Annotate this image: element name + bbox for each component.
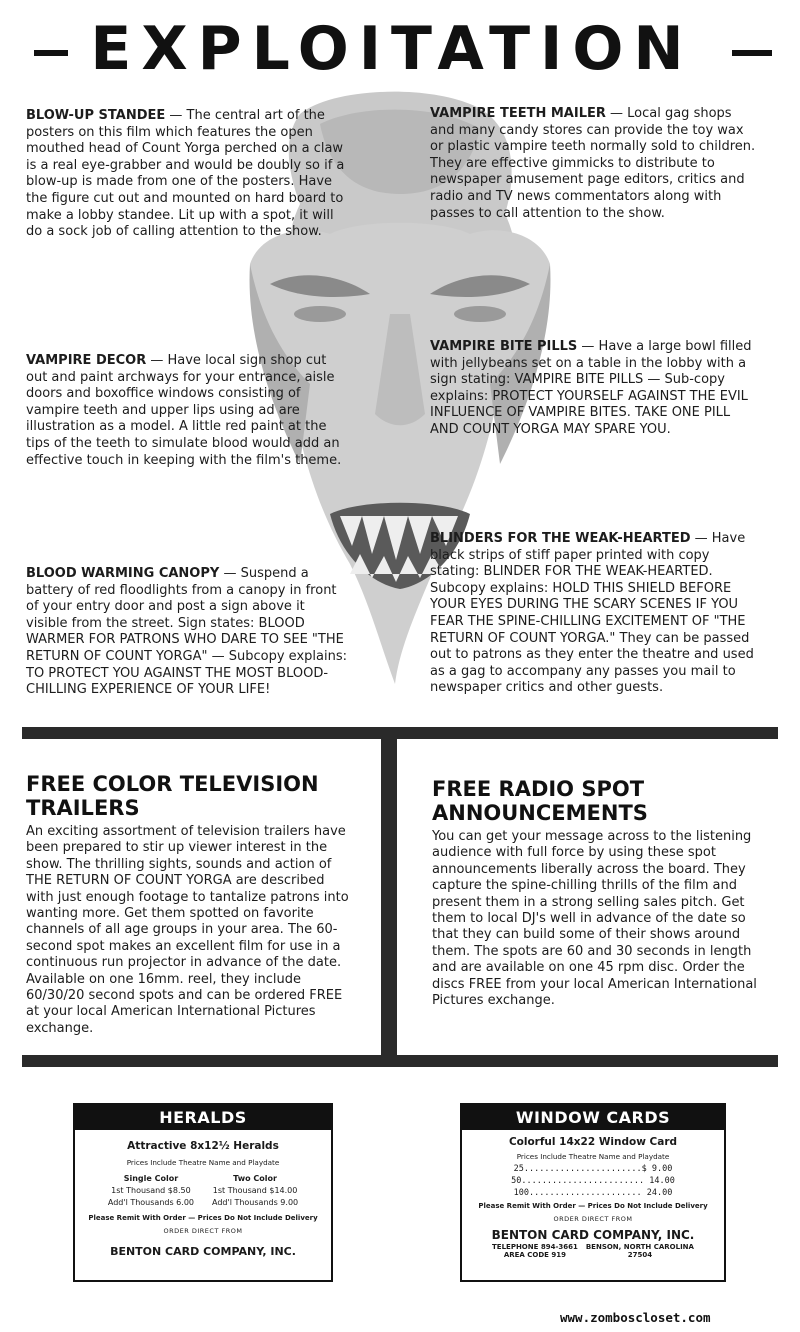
heralds-two-column [212,1173,298,1209]
panel-divider [381,727,397,1067]
window-cards-price-25: 25.......................$ 9.00 [513,1164,673,1174]
heralds-order-direct: ORDER DIRECT FROM [163,1227,243,1235]
window-cards-area-code: AREA CODE 919 [503,1251,567,1259]
page-header [0,14,800,84]
window-cards-title: Colorful 14x22 Window Card [508,1136,678,1148]
panel-band-top [22,727,778,739]
window-cards-city: BENSON, NORTH CAROLINA [585,1243,694,1251]
vampire-bite-pills-copy [430,339,760,439]
heralds-title: Attractive 8x12½ Heralds [127,1140,279,1152]
window-cards-order-direct: ORDER DIRECT FROM [553,1215,633,1223]
window-cards-bar: WINDOW CARDS [462,1105,724,1130]
window-cards-order-box [460,1103,726,1282]
tv-trailers-body: An exciting assortment of television trailers have been prepared to stir up viewer interest in the show. The thrilling sights, sounds and action of THE RETURN OF COUNT YORGA are described with just enough footage to tantalize patrons into wanting more. Get them spotted on favorite channels of all age groups in your area. The 60-second spot makes an excellent film for use in a continuous run projector in advance of the date. Available on one 16mm. reel, they include 60/30/20 second spots and can be ordered FREE at your local American International Pictures exchange. [26,824,349,1036]
window-cards-contact [462,1243,724,1259]
radio-spots-title: FREE RADIO SPOT ANNOUNCEMENTS [432,777,648,825]
header-rule-right [732,50,772,56]
blood-warming-canopy-heading: BLOOD WARMING CANOPY [26,566,220,581]
blow-up-standee-copy [26,108,348,241]
blow-up-standee-text: — The central art of the posters on this film which features the open mouthed head of Count Yorga perched on a claw is a real eye-grabber and would be doubly so if a blow-up is made from one of the posters. Have the figure cut out and mounted on hard board to make a lobby standee. Lit up with a spot, it will do a sock job of calling attention to the show. [26,108,345,240]
vampire-decor-copy [26,353,342,469]
vampire-decor-heading: VAMPIRE DECOR [26,353,147,368]
window-cards-subtitle: Prices Include Theatre Name and Playdate [516,1152,670,1161]
page-title: EXPLOITATION [90,14,694,84]
window-cards-contact-left [492,1243,578,1259]
vampire-decor-text: — Have local sign shop cut out and paint archways for your entrance, aisle doors and boxoffice windows consisting of vampire teeth and upper lips using ad are illustration as a model. A little red paint at the tips of the teeth to simulate blood would add an effective touch in keeping with the film's theme. [26,353,342,468]
window-cards-contact-right [586,1243,694,1259]
heralds-price-columns [75,1173,331,1209]
tv-trailers-panel [26,772,352,1037]
vampire-bite-pills-heading: VAMPIRE BITE PILLS [430,339,578,354]
vampire-teeth-mailer-heading: VAMPIRE TEETH MAILER [430,106,606,121]
heralds-remit-note: Please Remit With Order — Prices Do Not Include Delivery [88,1214,318,1222]
heralds-single-row-2: Add'l Thousands 6.00 [107,1198,194,1207]
heralds-company: BENTON CARD COMPANY, INC. [110,1245,296,1258]
blow-up-standee-heading: BLOW-UP STANDEE [26,108,166,123]
vampire-bite-pills-text: — Have a large bowl filled with jellybeans set on a table in the lobby with a sign stating: VAMPIRE BITE PILLS — Sub-copy explains: PROTECT YOURSELF AGAINST THE EVIL INFLUENCE OF VAMPIRE BITES. TAKE ONE PILL AND COUNT YORGA MAY SPARE YOU. [430,339,752,437]
heralds-order-box [73,1103,333,1282]
heralds-two-heading: Two Color [233,1174,277,1183]
blood-warming-canopy-text: — Suspend a battery of red floodlights from a canopy in front of your entry door and post a sign above it visible from the street. Sign states: BLOOD WARMER FOR PATRONS WHO DARE TO SEE "THE RETURN OF COUNT YORGA" — Subcopy explains: TO PROTECT YOU AGAINST THE MOST BLOOD-CHILLING EXPERIENCE OF YOUR LIFE! [26,566,347,698]
heralds-bar: HERALDS [75,1105,331,1130]
panel-band-bottom [22,1055,778,1067]
blinders-copy [430,531,760,697]
window-cards-remit-note: Please Remit With Order — Prices Do Not Include Delivery [478,1202,708,1210]
window-cards-phone: TELEPHONE 894-3661 [492,1243,578,1251]
window-cards-zip: 27504 [627,1251,653,1259]
heralds-two-row-1: 1st Thousand $14.00 [212,1186,298,1195]
heralds-two-row-2: Add'l Thousands 9.00 [212,1198,299,1207]
blinders-heading: BLINDERS FOR THE WEAK-HEARTED [430,531,691,546]
radio-spots-body: You can get your message across to the listening audience with full force by using these spot announcements liberally across the board. They capture the spine-chilling thrills of the film and present them in a strong selling sales pitch. Get them to local DJ's well in advance of the date so that they can build some of their shows around them. The spots are 60 and 30 seconds in length and are available on one 45 rpm disc. Order the discs FREE from your local American International Pictures exchange. [432,829,757,1009]
blood-warming-canopy-copy [26,566,348,699]
radio-spots-panel [432,777,762,1009]
vampire-teeth-mailer-copy [430,106,760,222]
footer-url: www.zomboscloset.com [560,1310,711,1325]
window-cards-price-50: 50........................ 14.00 [511,1176,675,1186]
heralds-subtitle: Prices Include Theatre Name and Playdate [126,1158,280,1167]
blinders-text: — Have black strips of stiff paper printed with copy stating: BLINDER FOR THE WEAK-HEARTED. Subcopy explains: HOLD THIS SHIELD BEFORE YOUR EYES DURING THE SCARY SCENES IF YOU FEAR THE SPINE-CHILLING EXCITEMENT OF "THE RETURN OF COUNT YORGA." They can be passed out to patrons as they enter the theatre and used as a gag to accompany any passes you mail to newspaper critics and other guests. [430,531,754,696]
tv-trailers-title: FREE COLOR TELEVISION TRAILERS [26,772,319,820]
heralds-single-column [108,1173,194,1209]
window-cards-price-100: 100...................... 24.00 [513,1188,673,1198]
window-cards-company: BENTON CARD COMPANY, INC. [491,1228,695,1242]
heralds-single-heading: Single Color [123,1174,179,1183]
heralds-single-row-1: 1st Thousand $8.50 [111,1186,191,1195]
vampire-teeth-mailer-text: — Local gag shops and many candy stores can provide the toy wax or plastic vampire teeth normally sold to children. They are effective gimmicks to distribute to newspaper amusement page editors, critics and radio and TV news commentators along with passes to call attention to the show. [430,106,756,221]
